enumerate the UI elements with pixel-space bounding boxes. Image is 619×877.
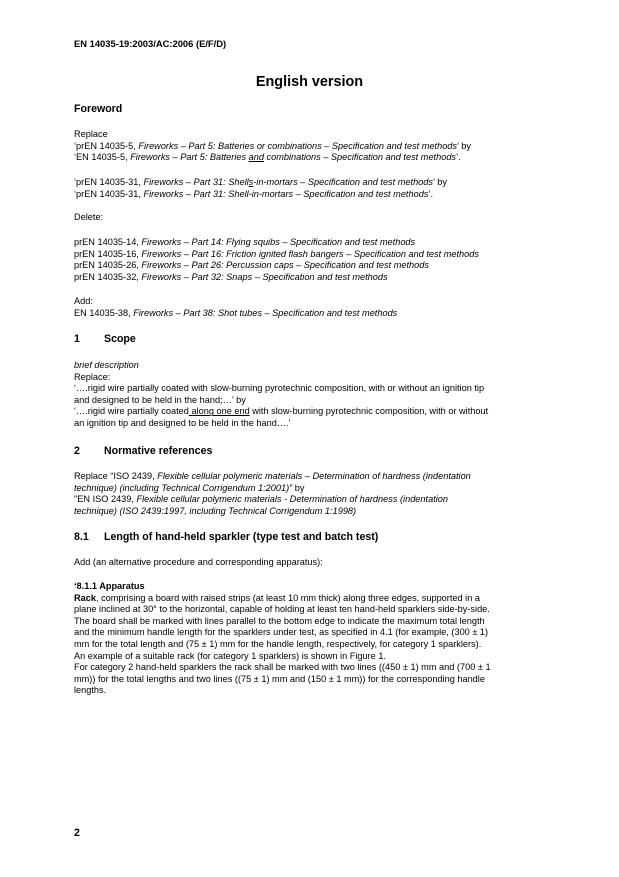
document-header: EN 14035-19:2003/AC:2006 (E/F/D) [74, 38, 227, 49]
section-number: 1 [74, 333, 80, 345]
section-8-1-add [74, 557, 554, 569]
apparatus-line: lengths. [74, 685, 107, 696]
normative-line [74, 483, 554, 495]
ref-suffix: ’. [456, 152, 461, 163]
ref-number: prEN 14035-26, [74, 260, 142, 271]
ref-number: prEN 14035-32, [74, 271, 142, 282]
apparatus-text: , comprising a board with raised strips (at least 10 mm thick) along three edges, supported in a [95, 592, 480, 603]
ref-number: ‘EN 14035-5, [74, 152, 131, 163]
ref-title: Flexible cellular polymeric materials - Determination of hardness (indentation [136, 494, 449, 505]
replace-line-4 [74, 189, 554, 201]
ref-number: "EN ISO 2439, [74, 494, 137, 505]
ref-title: Fireworks – Part 5: Batteries [130, 152, 249, 163]
replace-label: Replace [74, 129, 108, 139]
brief-description: brief description [74, 360, 139, 370]
ref-title: combinations – Specification and test methods [264, 152, 457, 163]
scope-line: an ignition tip and designed to be held in the hand….’ [74, 417, 291, 428]
apparatus-line: plane inclined at 30° to the horizontal, capable of holding at least ten hand-held sparklers side-by-side. [74, 604, 490, 615]
ref-suffix: by [292, 482, 305, 493]
scope-text: with slow-burning pyrotechnic composition, with or without [249, 406, 489, 417]
ref-suffix: ’ by [457, 140, 471, 151]
apparatus-line: An example of a suitable rack (for category 1 sparklers) is shown in Figure 1. [74, 650, 387, 661]
add-procedure-text: Add (an alternative procedure and corresponding apparatus): [74, 557, 323, 567]
apparatus-body [74, 581, 554, 697]
add-block [74, 296, 554, 319]
normative-line [74, 506, 554, 518]
scope-line: ‘….rigid wire partially coated with slow-burning pyrotechnic composition, with or without an ignition tip [74, 383, 485, 394]
delete-item [74, 272, 554, 284]
add-label: Add: [74, 296, 93, 306]
section-title: Length of hand-held sparkler (type test and batch test) [104, 531, 379, 543]
normative-body [74, 471, 554, 517]
section-number: 2 [74, 445, 80, 457]
delete-item [74, 237, 554, 249]
section-title: Scope [104, 333, 136, 345]
ref-number: ‘prEN 14035-31, [74, 177, 144, 187]
page-number: 2 [74, 827, 80, 839]
delete-label-text: Delete: [74, 212, 104, 222]
ref-number: ‘prEN 14035-31, [74, 188, 144, 199]
ref-title: Fireworks – Part 31: Shell [143, 177, 249, 187]
scope-underlined: along one end [188, 406, 250, 417]
section-8-1-heading [74, 531, 554, 544]
apparatus-line: For category 2 hand-held sparklers the rack shall be marked with two lines ((450 ± 1) mm and (700 ± 1 [74, 662, 491, 673]
rack-term: Rack [74, 592, 96, 603]
ref-number: EN 14035-38, [74, 307, 134, 318]
ref-title: Fireworks – Part 31: Shell-in-mortars – Specification and test methods [143, 188, 429, 199]
apparatus-line: mm for the total length and (75 ± 1) mm for the handle length, respectively, for category 1 sparklers). [74, 638, 482, 649]
delete-list [74, 237, 554, 283]
ref-title: technique) (ISO 2439:1997, including Technical Corrigendum 1:1998) [74, 505, 357, 516]
foreword-replace-block [74, 129, 554, 164]
replace-line-3 [74, 177, 554, 189]
delete-label [74, 212, 554, 224]
ref-number: ‘prEN 14035-5, [74, 140, 139, 151]
normative-line [74, 494, 554, 506]
ref-title: -in-mortars – Specification and test methods [253, 177, 433, 187]
replace-line-2 [74, 152, 554, 164]
scope-text: ‘….rigid wire partially coated [74, 406, 189, 417]
section-number: 8.1 [74, 531, 89, 543]
add-item [74, 308, 554, 320]
ref-number: Replace “ISO 2439, [74, 471, 158, 481]
ref-title: Fireworks – Part 16: Friction ignited flash bangers – Specification and test methods [141, 248, 479, 259]
page-title: English version [255, 74, 364, 90]
scope-body [74, 360, 554, 430]
apparatus-line: mm)) for the total lengths and two lines ((75 ± 1) mm and (150 ± 1 mm)) for the corresponding handle [74, 673, 485, 684]
ref-suffix: ’. [428, 188, 433, 199]
scope-replace-label: Replace: [74, 371, 111, 382]
apparatus-line: The board shall be marked with lines parallel to the bottom edge to indicate the maximum total length [74, 615, 485, 626]
foreword-heading-text: Foreword [74, 103, 123, 115]
ref-title: Fireworks – Part 14: Flying squibs – Specification and test methods [141, 237, 416, 247]
ref-title: technique) (including Technical Corrigendum 1:2001)” [74, 482, 293, 493]
ref-underlined: s [248, 177, 254, 187]
apparatus-line: and the minimum handle length for the sparklers under test, as specified in 4.1 (for example, (300 ± 1) [74, 627, 489, 638]
ref-title: Fireworks – Part 26: Percussion caps – Specification and test methods [141, 260, 429, 271]
scope-line [74, 406, 554, 418]
ref-title: Flexible cellular polymeric materials – Determination of hardness (indentation [157, 471, 471, 481]
ref-number: prEN 14035-14, [74, 237, 142, 247]
scope-heading [74, 333, 554, 346]
delete-item [74, 249, 554, 261]
scope-line: and designed to be held in the hand;…’ by [74, 394, 246, 405]
foreword-replace-block-2 [74, 177, 554, 200]
ref-suffix: ’ by [433, 177, 447, 187]
ref-underlined: and [248, 152, 264, 163]
subsection-heading: ‘8.1.1 Apparatus [74, 581, 145, 591]
delete-item [74, 260, 554, 272]
apparatus-line [74, 593, 554, 605]
section-title: Normative references [104, 445, 213, 457]
ref-title: Fireworks – Part 5: Batteries or combinations – Specification and test methods [138, 140, 458, 151]
normative-heading [74, 445, 554, 458]
normative-line [74, 471, 554, 483]
ref-number: prEN 14035-16, [74, 248, 142, 259]
ref-title: Fireworks – Part 38: Shot tubes – Specification and test methods [133, 307, 398, 318]
foreword-heading [74, 103, 554, 116]
replace-line-1 [74, 141, 554, 153]
ref-title: Fireworks – Part 32: Snaps – Specification and test methods [141, 271, 388, 282]
